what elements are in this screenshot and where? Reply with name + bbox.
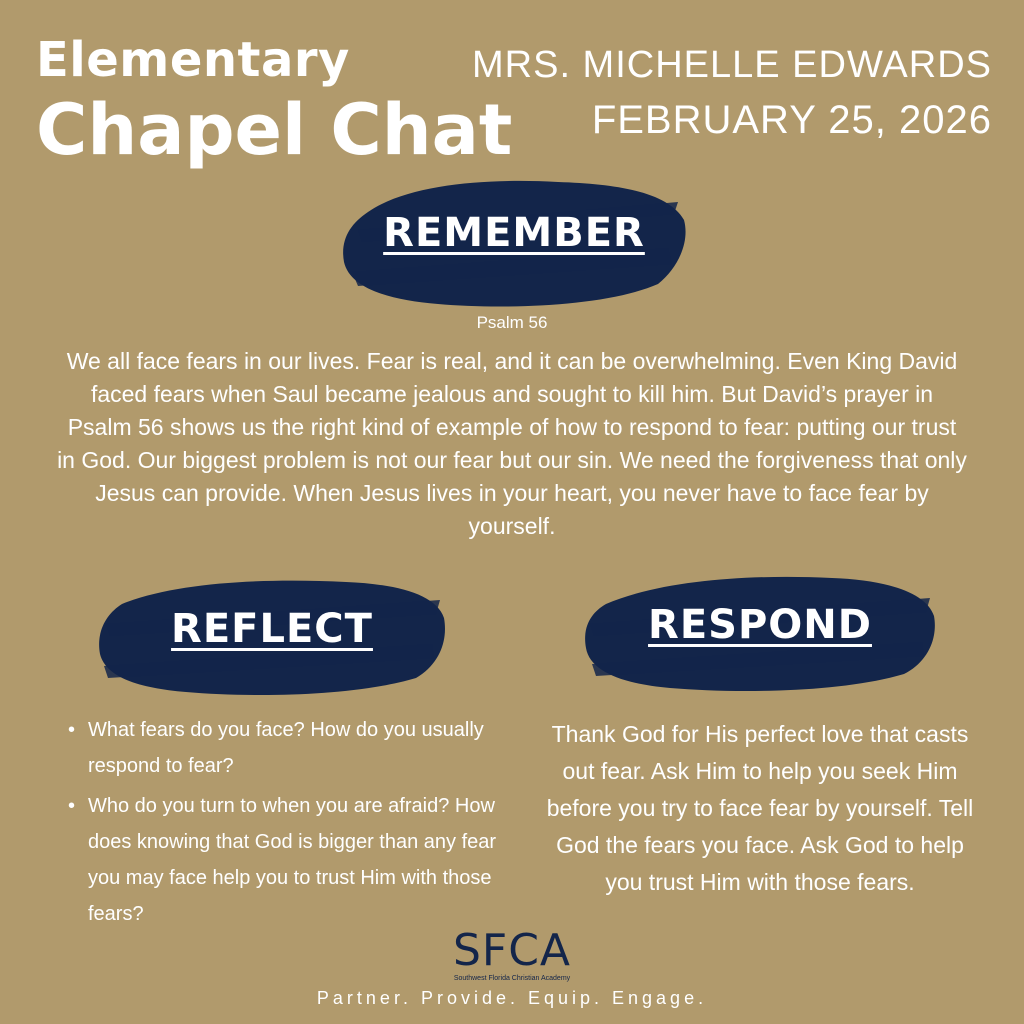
reflect-question: Who do you turn to when you are afraid? How does knowing that God is bigger than any fear you may face help you to trust Him with those fears? [88,795,497,925]
reflect-question-list [64,712,504,936]
school-logo [412,925,612,986]
remember-body-text: We all face fears in our lives. Fear is real, and it can be overwhelming. Even King David faced fears when Saul became jealous and sought to kill him. But David’s prayer in Psalm 56 shows us the right kind of example of how to respond to fear: putting our trust in God. Our biggest problem is not our fear but our sin. We need the forgiveness that only Jesus can provide. When Jesus lives in your heart, you never have to face fear by yourself. [57,348,967,539]
remember-heading-badge [338,172,690,312]
logo-subtext: Southwest Florida Christian Academy [453,975,571,982]
reflect-question: What fears do you face? How do you usually respond to fear? [88,719,484,777]
reflect-heading: REFLECT [171,606,373,652]
remember-heading: REMEMBER [383,210,645,256]
reflect-heading-badge [96,574,448,698]
list-item [64,788,504,932]
page-title-line2: Chapel Chat [36,89,513,171]
chapel-date: FEBRUARY 25, 2026 [591,98,992,142]
respond-heading-badge [582,570,938,694]
scripture-reference: Psalm 56 [476,313,548,332]
page-title-line1: Elementary [36,32,350,88]
respond-body-text: Thank God for His perfect love that casts out fear. Ask Him to help you seek Him before you try to face fear by yourself. Tell God the fears you face. Ask God to help you trust Him with those fears. [546,721,974,895]
logo-text: SFCA [452,925,572,976]
bullet-icon: • [68,719,76,741]
bullet-icon: • [68,795,76,817]
respond-heading: RESPOND [648,602,872,648]
speaker-name: MRS. MICHELLE EDWARDS [472,44,992,86]
list-item [64,712,504,784]
school-tagline: Partner. Provide. Equip. Engage. [316,988,708,1008]
